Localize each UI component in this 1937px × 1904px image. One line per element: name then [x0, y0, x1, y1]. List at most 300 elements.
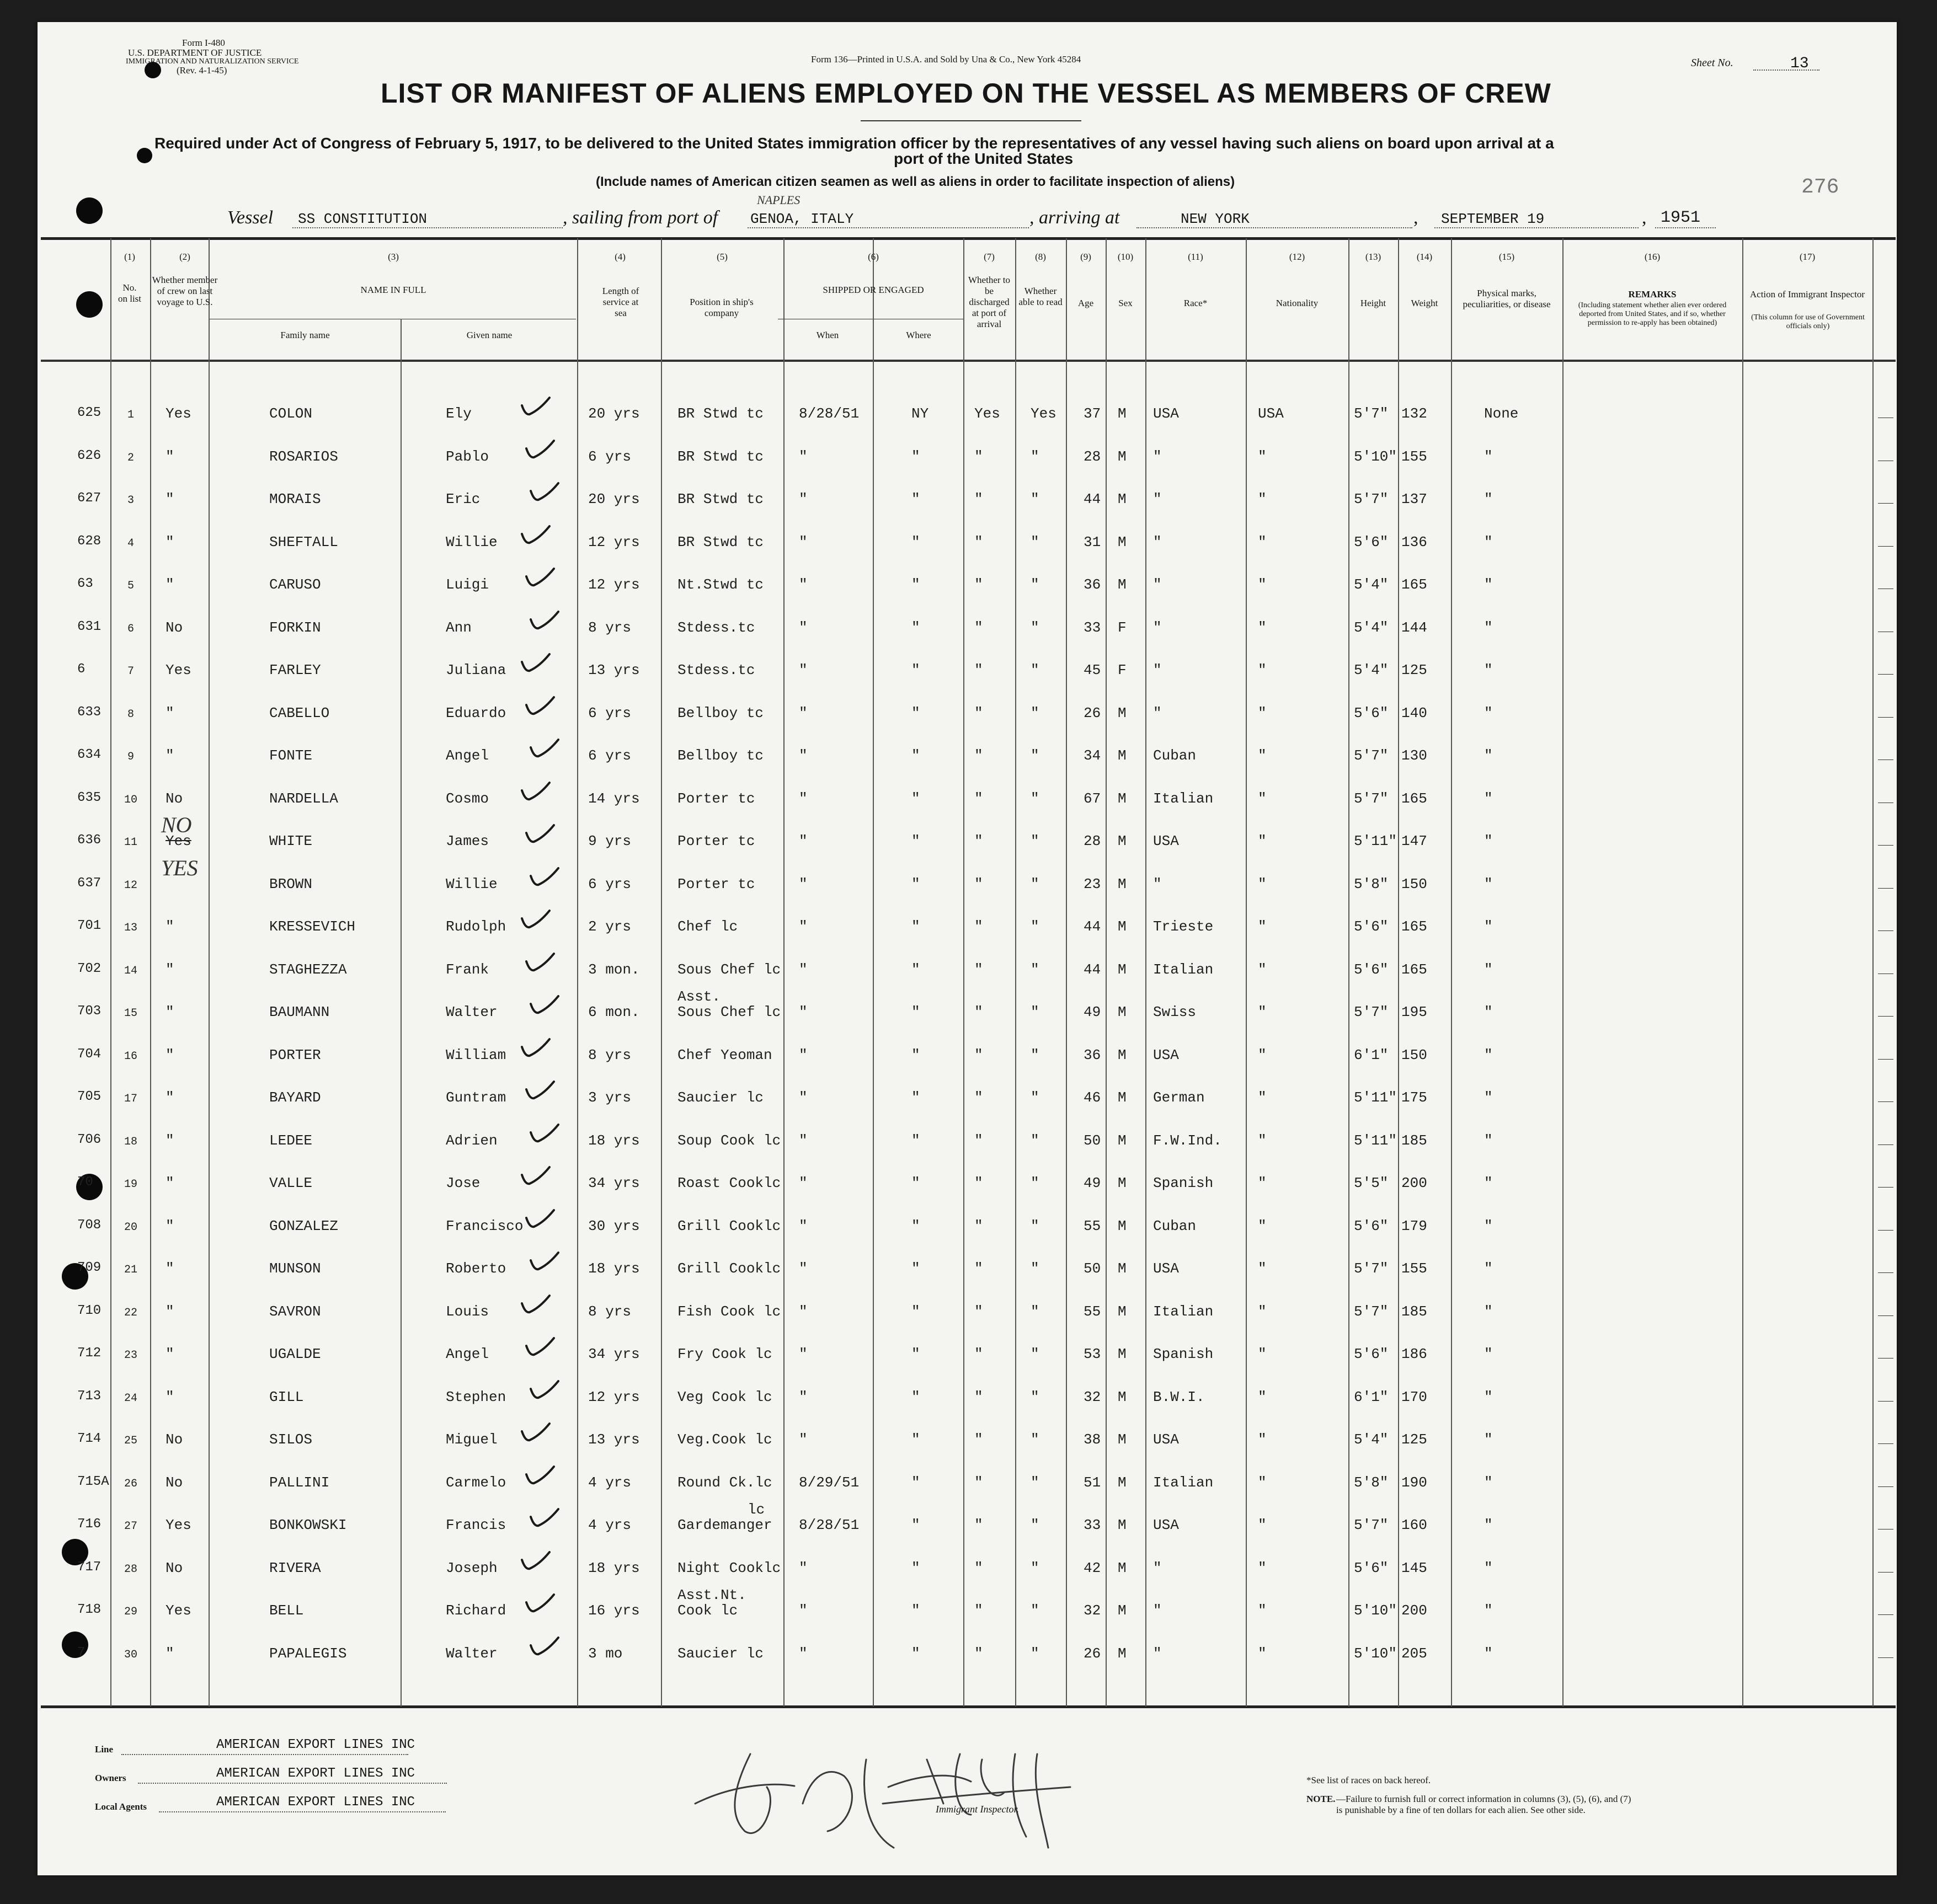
sex-cell: M: [1118, 491, 1127, 507]
position-cell: Sous Chef lc: [677, 961, 781, 978]
position-cell: Saucier lc: [677, 1089, 764, 1106]
sex-cell: M: [1118, 405, 1127, 422]
shipped-when-cell: ": [799, 833, 808, 849]
given-name-cell: Joseph: [446, 1559, 498, 1576]
read-cell: ": [1031, 491, 1039, 507]
nationality-cell: ": [1258, 875, 1267, 892]
col-header-remarks-note: (Including statement whether alien ever ordered deported from United States, and if so, whether permission to re-apply has been obtained): [1578, 301, 1727, 327]
agents-label: Local Agents: [95, 1801, 147, 1812]
read-cell: ": [1031, 1602, 1039, 1619]
height-cell: 5'11": [1354, 1132, 1397, 1149]
margin-number: 633: [77, 704, 102, 720]
age-cell: 44: [1084, 961, 1101, 978]
arrival-date: SEPTEMBER 19: [1441, 211, 1545, 227]
shipped-where-cell: ": [911, 619, 920, 636]
family-name-cell: FARLEY: [269, 662, 321, 678]
inspector-label: Immigrant Inspector.: [936, 1804, 1019, 1815]
shipped-where-cell: ": [911, 1602, 920, 1619]
nationality-cell: ": [1258, 1346, 1267, 1362]
race-cell: ": [1153, 662, 1162, 678]
service-cell: 4 yrs: [588, 1474, 632, 1491]
row-number: 16: [124, 1050, 137, 1063]
given-name-cell: Pablo: [446, 448, 489, 465]
owners-label: Owners: [95, 1773, 126, 1783]
race-cell: ": [1153, 448, 1162, 465]
agents-dotline: [159, 1811, 446, 1812]
weight-cell: 200: [1401, 1602, 1427, 1619]
family-name-cell: FORKIN: [269, 619, 321, 636]
weight-cell: 140: [1401, 704, 1427, 721]
height-cell: 5'4": [1354, 619, 1389, 636]
discharged-cell: ": [974, 704, 983, 721]
nationality-cell: ": [1258, 1089, 1267, 1106]
margin-number: 70: [77, 1175, 93, 1190]
given-name-cell: Frank: [446, 961, 489, 978]
height-cell: 5'6": [1354, 1559, 1389, 1576]
position-cell: Sous Chef lc: [677, 1004, 781, 1020]
margin-number: 718: [77, 1602, 102, 1617]
family-name-cell: ROSARIOS: [269, 448, 338, 465]
position-cell: Fish Cook lc: [677, 1303, 781, 1320]
sex-cell: M: [1118, 1089, 1127, 1106]
check-mark-icon: [527, 1379, 561, 1401]
shipped-where-cell: ": [911, 1474, 920, 1491]
sex-cell: M: [1118, 1260, 1127, 1277]
service-cell: 3 mo: [588, 1645, 623, 1662]
remarks-dash: [1878, 1358, 1893, 1359]
col-header-sex: Sex: [1118, 298, 1133, 308]
nationality-cell: ": [1258, 448, 1267, 465]
margin-number: 6: [77, 662, 86, 677]
position-prefix-cell: Asst.: [677, 988, 721, 1005]
punch-hole: [76, 291, 103, 318]
check-mark-icon: [519, 1421, 552, 1443]
check-mark-icon: [523, 1336, 556, 1358]
col-num-16: (16): [1644, 252, 1661, 262]
margin-number: 716: [77, 1517, 102, 1532]
position-cell: Cook lc: [677, 1602, 738, 1619]
family-name-cell: COLON: [269, 405, 313, 422]
physical-marks-cell: ": [1484, 619, 1493, 636]
given-name-cell: Juliana: [446, 662, 506, 678]
given-name-cell: Eric: [446, 491, 481, 507]
column-rule: [1348, 238, 1349, 1707]
nationality-cell: ": [1258, 1046, 1267, 1063]
remarks-dash: [1878, 1614, 1893, 1615]
race-cell: ": [1153, 1602, 1162, 1619]
race-cell: USA: [1153, 833, 1179, 849]
nationality-cell: ": [1258, 833, 1267, 849]
given-name-cell: Carmelo: [446, 1474, 506, 1491]
race-cell: USA: [1153, 1260, 1179, 1277]
weight-cell: 155: [1401, 448, 1427, 465]
family-name-cell: BAYARD: [269, 1089, 321, 1106]
margin-number: 709: [77, 1260, 102, 1275]
sex-cell: M: [1118, 961, 1127, 978]
service-cell: 30 yrs: [588, 1217, 640, 1234]
age-cell: 23: [1084, 875, 1101, 892]
position-cell: Porter tc: [677, 875, 755, 892]
discharged-cell: ": [974, 1559, 983, 1576]
nationality-cell: ": [1258, 1132, 1267, 1149]
shipped-where-cell: ": [911, 1089, 920, 1106]
shipped-when-cell: ": [799, 491, 808, 507]
race-cell: ": [1153, 533, 1162, 550]
physical-marks-cell: ": [1484, 790, 1493, 807]
height-cell: 5'10": [1354, 1602, 1397, 1619]
family-name-cell: VALLE: [269, 1175, 313, 1191]
nationality-cell: ": [1258, 1517, 1267, 1533]
check-mark-icon: [519, 524, 552, 546]
col-num-12: (12): [1289, 252, 1305, 262]
service-cell: 34 yrs: [588, 1346, 640, 1362]
arriving-label: , arriving at: [1029, 207, 1120, 228]
age-cell: 46: [1084, 1089, 1101, 1106]
shipped-when-cell: ": [799, 1303, 808, 1320]
height-cell: 5'10": [1354, 1645, 1397, 1662]
inspector-signature: [684, 1721, 1114, 1853]
shipped-where-cell: ": [911, 1346, 920, 1362]
nationality-cell: ": [1258, 1004, 1267, 1020]
shipped-where-cell: ": [911, 961, 920, 978]
race-cell: USA: [1153, 1046, 1179, 1063]
age-cell: 67: [1084, 790, 1101, 807]
race-cell: USA: [1153, 1431, 1179, 1448]
header-bottom-rule: [41, 360, 1896, 362]
position-cell: Roast Cooklc: [677, 1175, 781, 1191]
nationality-cell: ": [1258, 1260, 1267, 1277]
column-rule: [577, 238, 578, 1707]
col-header-position: Position in ship's company: [690, 297, 754, 318]
shipped-when-cell: ": [799, 918, 808, 935]
discharged-cell: ": [974, 1346, 983, 1362]
weight-cell: 195: [1401, 1004, 1427, 1020]
col-header-name: NAME IN FULL: [360, 285, 426, 295]
vessel-label: Vessel: [227, 207, 274, 228]
crew-handwritten-note: YES: [161, 855, 198, 880]
shipped-where-cell: ": [911, 1303, 920, 1320]
nationality-cell: ": [1258, 662, 1267, 678]
remarks-dash: [1878, 503, 1893, 504]
given-name-cell: Richard: [446, 1602, 506, 1619]
weight-cell: 185: [1401, 1303, 1427, 1320]
age-cell: 51: [1084, 1474, 1101, 1491]
col-header-read: Whether able to read: [1018, 286, 1063, 307]
margin-number: 712: [77, 1346, 102, 1361]
col-num-5: (5): [717, 252, 728, 262]
given-name-cell: Miguel: [446, 1431, 498, 1448]
remarks-dash: [1878, 717, 1893, 718]
note-text-2: is punishable by a fine of ten dollars for each alien. See other side.: [1336, 1805, 1586, 1815]
age-cell: 49: [1084, 1175, 1101, 1191]
crew-cell: ": [166, 576, 174, 593]
crew-cell: ": [166, 1046, 174, 1063]
service-cell: 16 yrs: [588, 1602, 640, 1619]
check-mark-icon: [527, 866, 561, 888]
service-cell: 9 yrs: [588, 833, 632, 849]
row-number: 11: [124, 836, 137, 849]
sex-cell: M: [1118, 1474, 1127, 1491]
col-header-age: Age: [1077, 298, 1094, 308]
remarks-dash: [1878, 888, 1893, 889]
shipped-where-cell: ": [911, 790, 920, 807]
col-header-action: Action of Immigrant Inspector: [1749, 289, 1865, 299]
given-name-cell: James: [446, 833, 489, 849]
shipped-where-cell: ": [911, 704, 920, 721]
age-cell: 26: [1084, 1645, 1101, 1662]
race-cell: ": [1153, 704, 1162, 721]
age-cell: 37: [1084, 405, 1101, 422]
margin-number: 7: [77, 1645, 86, 1660]
shipped-when-cell: ": [799, 875, 808, 892]
family-name-cell: BROWN: [269, 875, 313, 892]
race-cell: Italian: [1153, 1474, 1214, 1491]
discharged-cell: ": [974, 448, 983, 465]
nationality-cell: ": [1258, 491, 1267, 507]
physical-marks-cell: ": [1484, 833, 1493, 849]
shipped-where-cell: NY: [911, 405, 929, 422]
family-name-cell: MORAIS: [269, 491, 321, 507]
service-cell: 2 yrs: [588, 918, 632, 935]
form-number: Form I-480: [182, 38, 225, 48]
margin-number: 636: [77, 833, 102, 848]
remarks-dash: [1878, 1657, 1893, 1658]
sex-cell: M: [1118, 918, 1127, 935]
weight-cell: 144: [1401, 619, 1427, 636]
service: IMMIGRATION AND NATURALIZATION SERVICE: [126, 57, 299, 66]
physical-marks-cell: ": [1484, 1175, 1493, 1191]
weight-cell: 130: [1401, 747, 1427, 764]
check-mark-icon: [523, 566, 556, 589]
column-rule: [209, 238, 210, 1707]
discharged-cell: ": [974, 961, 983, 978]
race-cell: Swiss: [1153, 1004, 1197, 1020]
family-name-cell: PALLINI: [269, 1474, 330, 1491]
height-cell: 5'7": [1354, 405, 1389, 422]
margin-number: 717: [77, 1559, 102, 1575]
note-label: NOTE.: [1306, 1794, 1336, 1804]
crew-cell: ": [166, 704, 174, 721]
physical-marks-cell: None: [1484, 405, 1519, 422]
col-header-service: Length of service at sea: [602, 286, 639, 318]
row-number: 6: [127, 622, 134, 635]
column-rule: [1742, 238, 1743, 1707]
read-cell: ": [1031, 1260, 1039, 1277]
crew-cell: ": [166, 1217, 174, 1234]
position-cell: Bellboy tc: [677, 747, 764, 764]
family-name-cell: CABELLO: [269, 704, 330, 721]
shipped-where-cell: ": [911, 1388, 920, 1405]
margin-number: 635: [77, 790, 102, 805]
punch-hole: [76, 197, 103, 224]
remarks-dash: [1878, 1144, 1893, 1145]
requirement-text: Required under Act of Congress of February 5, 1917, to be delivered to the United States immigration officer by the representatives of any vessel having such aliens on board upon arrival at a: [154, 135, 1554, 152]
service-cell: 13 yrs: [588, 1431, 640, 1448]
line-label: Line: [95, 1744, 114, 1755]
check-mark-icon: [523, 438, 556, 461]
col-num-17: (17): [1799, 252, 1816, 262]
shipped-when-cell: ": [799, 1004, 808, 1020]
col-header-where: Where: [906, 330, 931, 340]
given-name-cell: William: [446, 1046, 506, 1063]
sex-cell: F: [1118, 662, 1127, 678]
weight-cell: 132: [1401, 405, 1427, 422]
arrival-year: 1951: [1661, 208, 1701, 227]
nationality-cell: ": [1258, 533, 1267, 550]
height-cell: 5'7": [1354, 1517, 1389, 1533]
height-cell: 5'7": [1354, 747, 1389, 764]
margin-number: 710: [77, 1303, 102, 1318]
remarks-dash: [1878, 1401, 1893, 1402]
height-cell: 5'4": [1354, 576, 1389, 593]
column-rule: [150, 238, 151, 1707]
weight-cell: 145: [1401, 1559, 1427, 1576]
read-cell: ": [1031, 833, 1039, 849]
discharged-cell: ": [974, 833, 983, 849]
sex-cell: M: [1118, 747, 1127, 764]
position-cell: Round Ck.lc: [677, 1474, 772, 1491]
table-bottom-rule: [41, 1705, 1896, 1708]
weight-cell: 125: [1401, 662, 1427, 678]
given-name-cell: Roberto: [446, 1260, 506, 1277]
read-cell: ": [1031, 1474, 1039, 1491]
service-cell: 18 yrs: [588, 1559, 640, 1576]
discharged-cell: ": [974, 1260, 983, 1277]
sex-cell: M: [1118, 875, 1127, 892]
vessel-name: SS CONSTITUTION: [298, 211, 428, 227]
height-cell: 5'5": [1354, 1175, 1389, 1191]
port-from-line: [748, 227, 1029, 228]
family-name-cell: CARUSO: [269, 576, 321, 593]
given-name-cell: Ann: [446, 619, 472, 636]
weight-cell: 175: [1401, 1089, 1427, 1106]
weight-cell: 170: [1401, 1388, 1427, 1405]
family-name-cell: GONZALEZ: [269, 1217, 338, 1234]
nationality-cell: ": [1258, 1217, 1267, 1234]
sex-cell: M: [1118, 1175, 1127, 1191]
col-header-weight: Weight: [1411, 298, 1438, 308]
race-cell: ": [1153, 576, 1162, 593]
crew-cell: Yes: [166, 662, 191, 678]
crew-cell: ": [166, 1089, 174, 1106]
row-number: 1: [127, 409, 134, 421]
remarks-dash: [1878, 1016, 1893, 1017]
crew-cell: ": [166, 533, 174, 550]
col-header-remarks: REMARKS: [1628, 289, 1677, 299]
remarks-dash: [1878, 1272, 1893, 1273]
given-name-cell: Eduardo: [446, 704, 506, 721]
discharged-cell: ": [974, 1217, 983, 1234]
physical-marks-cell: ": [1484, 1645, 1493, 1662]
crew-cell: ": [166, 491, 174, 507]
margin-number: 626: [77, 448, 102, 463]
remarks-dash: [1878, 546, 1893, 547]
column-rule: [661, 238, 662, 1707]
service-cell: 6 yrs: [588, 747, 632, 764]
age-cell: 55: [1084, 1303, 1101, 1320]
margin-number: 706: [77, 1132, 102, 1147]
given-name-cell: Francisco: [446, 1217, 524, 1234]
shipped-when-cell: ": [799, 576, 808, 593]
col-num-10: (10): [1117, 252, 1134, 262]
position-cell: Grill Cooklc: [677, 1260, 781, 1277]
read-cell: ": [1031, 1046, 1039, 1063]
service-cell: 12 yrs: [588, 576, 640, 593]
check-mark-icon: [523, 1464, 556, 1486]
margin-number: 634: [77, 747, 102, 762]
position-cell: Saucier lc: [677, 1645, 764, 1662]
race-cell: Italian: [1153, 1303, 1214, 1320]
family-name-cell: MUNSON: [269, 1260, 321, 1277]
family-name-cell: GILL: [269, 1388, 304, 1405]
nationality-cell: ": [1258, 1175, 1267, 1191]
weight-cell: 165: [1401, 790, 1427, 807]
physical-marks-cell: ": [1484, 918, 1493, 935]
race-cell: ": [1153, 1645, 1162, 1662]
discharged-cell: ": [974, 662, 983, 678]
row-number: 27: [124, 1520, 137, 1533]
nationality-cell: ": [1258, 918, 1267, 935]
races-note: *See list of races on back hereof.: [1306, 1775, 1431, 1785]
discharged-cell: ": [974, 1645, 983, 1662]
crew-cell: No: [166, 1474, 183, 1491]
col-num-15: (15): [1498, 252, 1515, 262]
note-text-1: —Failure to furnish full or correct information in columns (3), (5), (6), and (7): [1336, 1794, 1631, 1804]
age-cell: 50: [1084, 1132, 1101, 1149]
height-cell: 5'8": [1354, 875, 1389, 892]
shipped-where-cell: ": [911, 576, 920, 593]
position-cell: Stdess.tc: [677, 619, 755, 636]
position-cell: Porter tc: [677, 833, 755, 849]
discharged-cell: ": [974, 1046, 983, 1063]
crew-cell: ": [166, 1346, 174, 1362]
physical-marks-cell: ": [1484, 491, 1493, 507]
page-title: LIST OR MANIFEST OF ALIENS EMPLOYED ON THE VESSEL AS MEMBERS OF CREW: [381, 78, 1551, 109]
include-note: (Include names of American citizen seamen as well as aliens in order to facilitate inspection of aliens): [596, 174, 1235, 189]
height-cell: 5'6": [1354, 1346, 1389, 1362]
age-cell: 44: [1084, 918, 1101, 935]
read-cell: ": [1031, 1645, 1039, 1662]
row-number: 22: [124, 1306, 137, 1319]
crew-cell: No: [166, 1559, 183, 1576]
shipped-when-cell: ": [799, 1175, 808, 1191]
weight-cell: 155: [1401, 1260, 1427, 1277]
shipped-where-cell: ": [911, 1517, 920, 1533]
nationality-cell: ": [1258, 576, 1267, 593]
shipped-where-cell: ": [911, 1431, 920, 1448]
check-mark-icon: [523, 951, 556, 974]
shipped-where-cell: ": [911, 1559, 920, 1576]
race-cell: ": [1153, 491, 1162, 507]
physical-marks-cell: ": [1484, 448, 1493, 465]
age-cell: 26: [1084, 704, 1101, 721]
sex-cell: M: [1118, 1645, 1127, 1662]
physical-marks-cell: ": [1484, 1517, 1493, 1533]
row-number: 2: [127, 451, 134, 464]
row-number: 17: [124, 1093, 137, 1105]
service-cell: 18 yrs: [588, 1132, 640, 1149]
height-cell: 5'8": [1354, 1474, 1389, 1491]
shipped-when-cell: ": [799, 747, 808, 764]
height-cell: 5'6": [1354, 918, 1389, 935]
race-cell: Spanish: [1153, 1346, 1214, 1362]
row-number: 25: [124, 1435, 137, 1447]
col-header-crew: Whether member of crew on last voyage to U.S.: [152, 275, 218, 307]
service-cell: 6 yrs: [588, 704, 632, 721]
row-number: 13: [124, 922, 137, 934]
margin-number: 625: [77, 405, 102, 420]
service-cell: 8 yrs: [588, 619, 632, 636]
